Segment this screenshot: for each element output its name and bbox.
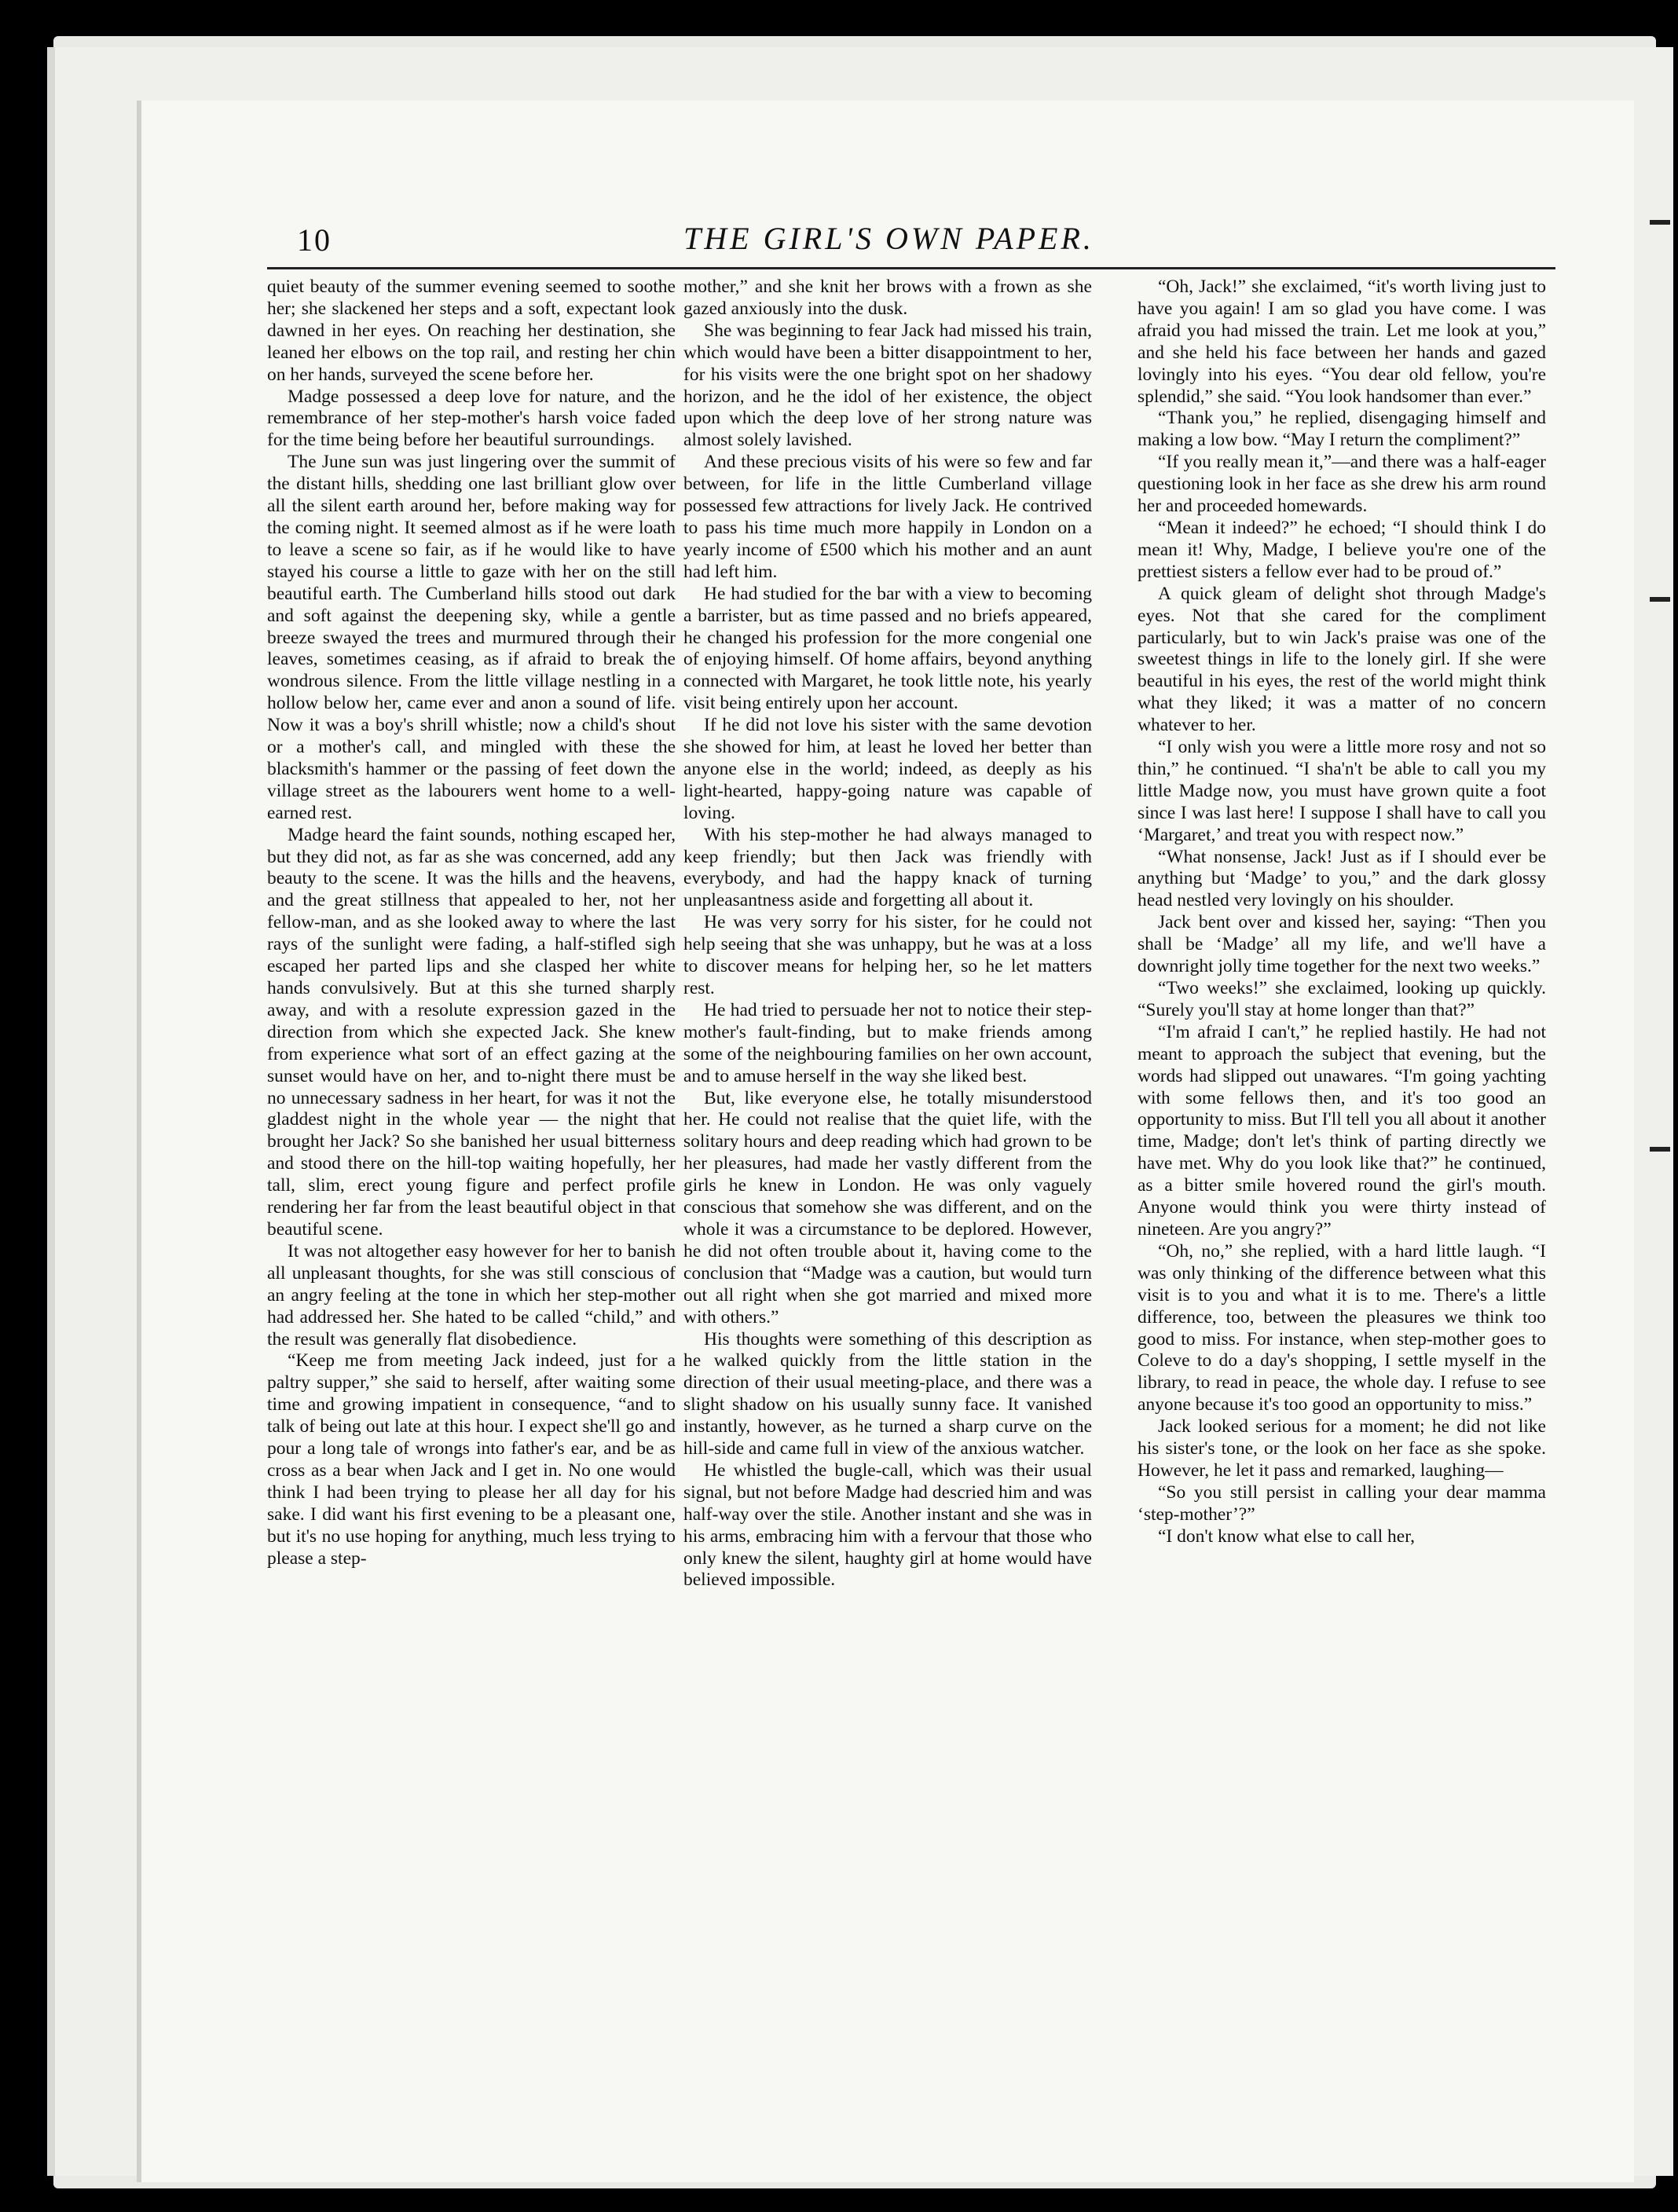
- paragraph: “Two weeks!” she exclaimed, looking up quickly. “Surely you'll stay at home longer than that?”: [1138, 978, 1546, 1020]
- paragraph: “I don't know what else to call her,: [1158, 1525, 1415, 1547]
- paragraph: He had tried to persuade her not to notice their step-mother's fault-finding, but to make friends among some of the neighbouring families on her own account, and to amuse herself in the way she liked best.: [683, 999, 1092, 1086]
- paragraph: If he did not love his sister with the same devotion she showed for him, at least he loved her better than anyone else in the world; indeed, as deeply as his light-hearted, happy-going nature was capable of loving.: [683, 715, 1092, 823]
- edge-mark: [1650, 220, 1670, 225]
- paragraph: Jack bent over and kissed her, saying: “Then you shall be ‘Madge’ all my life, and we'll have a downright jolly time together for the next two weeks.”: [1138, 912, 1546, 977]
- paragraph: He was very sorry for his sister, for he could not help seeing that she was unhappy, but he was at a loss to discover means for helping her, so he let matters rest.: [683, 912, 1092, 998]
- paragraph: With his step-mother he had always managed to keep friendly; but then Jack was friendly with everybody, and had the happy knack of turning unpleasantness aside and forgetting all about it.: [683, 824, 1092, 911]
- paragraph: But, like everyone else, he totally misunderstood her. He could not realise that the quiet life, with the solitary hours and deep reading which had grown to be her pleasures, had made her vastly different from the girls he knew in London. He was only vaguely conscious that somehow she was different, and on the whole it was a circumstance to be deplored. However, he did not often trouble about it, having come to the conclusion that “Madge was a caution, but would turn out all right when she got married and mixed more with others.”: [683, 1087, 1092, 1328]
- paragraph: It was not altogether easy however for her to banish all unpleasant thoughts, for she was still conscious of an angry feeling at the tone in which her step-mother had addressed her. She hated to be called “child,” and the result was generally flat disobedience.: [267, 1240, 676, 1350]
- paragraph: She was beginning to fear Jack had missed his train, which would have been a bitter disappointment to her, for his visits were the one bright spot on her shadowy horizon, and he the idol of her existence, the object upon which the deep love of her strong nature was almost solely lavished.: [683, 320, 1092, 451]
- paragraph: Madge heard the faint sounds, nothing escaped her, but they did not, as far as she was concerned, add any beauty to the scene. It was the hills and the heavens, and the great stillness that appealed to her, not her fellow-man, and as she looked away to where the last rays of the sunlight were fading, a half-stifled sigh escaped her parted lips and she clasped her white hands convulsively. But at this she turned sharply away, and with a resolute expression gazed in the direction from which she expected Jack. She knew from experience what sort of an effect gazing at the sunset would have on her, and to-night there must be no unnecessary sadness in her heart, for was it not the gladdest night in the whole year — the night that brought her Jack? So she banished her usual bitterness and stood there on the hill-top waiting hopefully, her tall, slim, erect young figure and perfect profile rendering her far from the least beautiful object in that beautiful scene.: [267, 824, 676, 1240]
- page-edge-marks: [1639, 189, 1670, 1602]
- paragraph: “Oh, no,” she replied, with a hard little laugh. “I was only thinking of the difference between what this visit is to you and what it is to me. There's a little difference, too, between the pleasures we think too good to miss. For instance, when step-mother goes to Coleve to do a day's shopping, I settle myself in the library, to read in peace, the whole day. I refuse to see anyone because it's too good an opportunity to miss.”: [1138, 1240, 1546, 1415]
- paragraph: quiet beauty of the summer evening seemed to soothe her; she slackened her steps and a soft, expectant look dawned in her eyes. On reaching her destination, she leaned her elbows on the top rail, and resting her chin on her hands, surveyed the scene before her.: [267, 276, 676, 385]
- paragraph: His thoughts were something of this description as he walked quickly from the little station in the direction of their usual meeting-place, and there was a slight shadow on his usually sunny face. It vanished instantly, however, as he turned a sharp curve on the hill-side and came full in view of the anxious watcher.: [683, 1328, 1092, 1459]
- paragraph: “I'm afraid I can't,” he replied hastily. He had not meant to approach the subject that evening, but the words had slipped out unawares. “I'm going yachting with some fellows then, and it's too good an opportunity to miss. But I'll tell you all about it another time, Madge; don't let's think of parting directly we have met. Why do you look like that?” he continued, as a bitter smile hovered round the girl's mouth. Anyone would think you were thirty instead of nineteen. Are you angry?”: [1138, 1021, 1546, 1240]
- paragraph: mother,” and she knit her brows with a frown as she gazed anxiously into the dusk.: [683, 276, 1092, 319]
- paragraph: “Mean it indeed?” he echoed; “I should think I do mean it! Why, Madge, I believe you're one of the prettiest sisters a fellow ever had to be proud of.”: [1138, 517, 1546, 582]
- paragraph: He whistled the bugle-call, which was their usual signal, but not before Madge had descried him and was half-way over the stile. Another instant and she was in his arms, embracing him with a fervour that those who only knew the silent, haughty girl at home would have believed impossible.: [683, 1459, 1092, 1591]
- paragraph: “So you still persist in calling your dear mamma ‘step-mother’?”: [1138, 1481, 1546, 1525]
- edge-mark: [1650, 597, 1670, 602]
- paragraph: He had studied for the bar with a view to becoming a barrister, but as time passed and no briefs appeared, he changed his profession for the more congenial one of enjoying himself. Of home affairs, beyond anything connected with Margaret, he took little note, his yearly visit being entirely upon her account.: [683, 583, 1092, 714]
- paragraph: “What nonsense, Jack! Just as if I should ever be anything but ‘Madge’ to you,” and the dark glossy head nestled very lovingly on his shoulder.: [1138, 846, 1546, 911]
- text-column-3: [1138, 276, 1546, 2083]
- paragraph: “If you really mean it,”—and there was a half-eager questioning look in her face as she drew his arm round her and proceeded homewards.: [1138, 452, 1546, 517]
- edge-mark: [1650, 1147, 1670, 1152]
- text-column-2: [683, 276, 1092, 2083]
- header-rule: [267, 267, 1555, 269]
- paragraph: “I only wish you were a little more rosy and not so thin,” he continued. “I sha'n't be able to call you my little Madge now, you must have grown quite a foot since I was last here! I suppose I shall have to call you ‘Margaret,’ and treat you with respect now.”: [1138, 737, 1546, 845]
- text-column-1: [267, 276, 676, 2083]
- paragraph: Madge possessed a deep love for nature, and the remembrance of her step-mother's harsh voice faded for the time being before her beautiful surroundings.: [267, 386, 676, 451]
- running-title: THE GIRL'S OWN PAPER.: [683, 221, 1094, 256]
- paragraph: “Oh, Jack!” she exclaimed, “it's worth living just to have you again! I am so glad you have come. I was afraid you had missed the train. Let me look at you,” and she held his face between her hands and gazed lovingly into his eyes. “You dear old fellow, you're splendid,” she said. “You look handsomer than ever.”: [1138, 276, 1546, 407]
- paragraph: And these precious visits of his were so few and far between, for life in the little Cumberland village possessed few attractions for lively Jack. He contrived to pass his time much more happily in London on a yearly income of £500 which his mother and an aunt had left him.: [683, 452, 1092, 582]
- paragraph: The June sun was just lingering over the summit of the distant hills, shedding one last brilliant glow over all the silent earth around her, before making way for the coming night. It seemed almost as if he were loath to leave a scene so fair, as if he would like to have stayed his course a little to gaze with her on the still beautiful earth. The Cumberland hills stood out dark and soft against the deepening sky, while a gentle breeze swayed the trees and murmured through their leaves, sometimes ceasing, as if afraid to break the wondrous silence. From the little village nestling in a hollow below her, came ever and anon a sound of life. Now it was a boy's shrill whistle; now a child's shout or a mother's call, and mingled with these the blacksmith's hammer or the passing of feet down the village street as the labourers went home to a well-earned rest.: [267, 452, 676, 823]
- paragraph: Jack looked serious for a moment; he did not like his sister's tone, or the look on her face as she spoke. However, he let it pass and remarked, laughing—: [1138, 1416, 1546, 1481]
- paragraph: A quick gleam of delight shot through Madge's eyes. Not that she cared for the compliment particularly, but to win Jack's praise was one of the sweetest things in life to the lonely girl. If she were beautiful in his eyes, the rest of the world might think what they liked; it was a matter of no concern whatever to her.: [1138, 583, 1546, 736]
- article-body: [267, 276, 1555, 2083]
- paragraph: “Thank you,” he replied, disengaging himself and making a low bow. “May I return the compliment?”: [1138, 408, 1546, 451]
- page-number: 10: [297, 222, 332, 258]
- paragraph: “Keep me from meeting Jack indeed, just for a paltry supper,” she said to herself, after waiting some time and growing impatient in consequence, “and to talk of being out late at this hour. I expect she'll go and pour a long tale of wrongs into father's ear, and be as cross as a bear when Jack and I get in. No one would think I had been trying to please her all day for his sake. I did want his first evening to be a pleasant one, but it's no use hoping for anything, much less trying to please a step-: [267, 1350, 676, 1569]
